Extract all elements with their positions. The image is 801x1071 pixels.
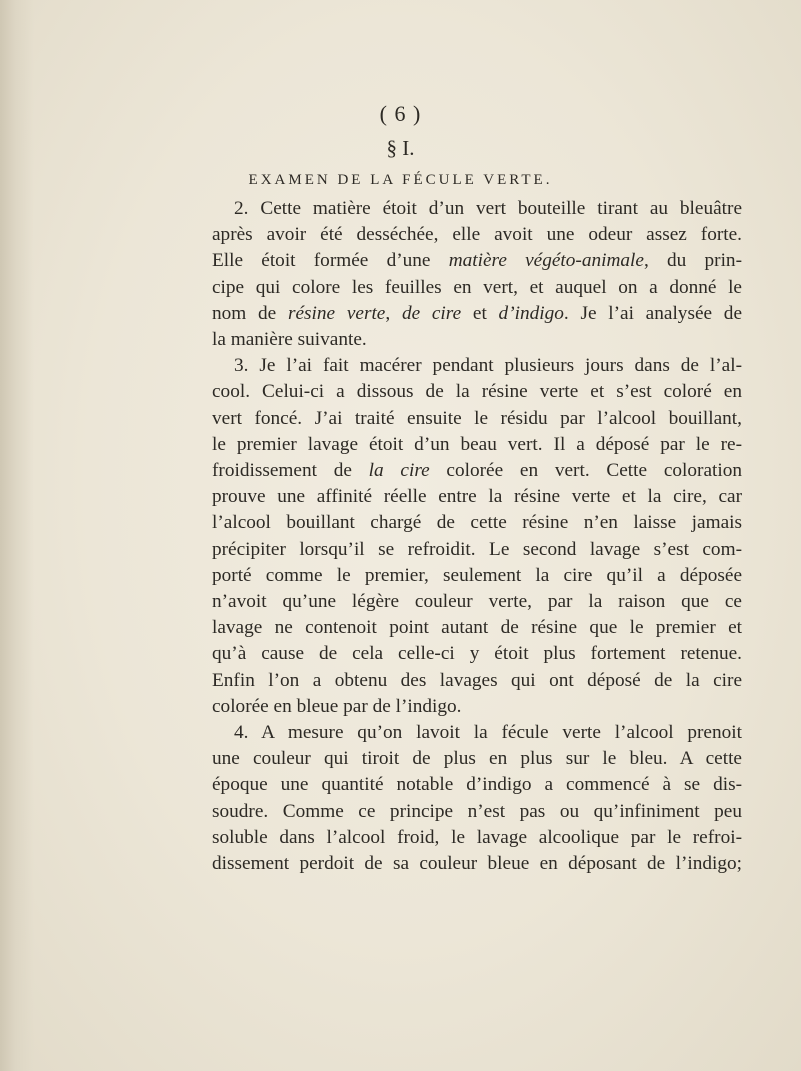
text-line	[212, 799, 742, 825]
section-mark: § I.	[386, 136, 415, 160]
text-segment: l’alcool bouillant chargé de cette résine n’en laisse jamais	[212, 512, 742, 534]
text-segment: époque une quantité notable d’indigo a commencé à se dis-	[212, 774, 742, 796]
text-segment: la manière suivante.	[212, 329, 367, 351]
text-line	[212, 248, 742, 274]
text-segment: colorée en vert. Cette coloration	[429, 460, 742, 482]
text-line	[212, 615, 742, 641]
text-line	[212, 694, 742, 720]
text-line	[212, 851, 742, 877]
text-segment: qu’à cause de cela celle-ci y étoit plus fortement retenue.	[212, 643, 742, 665]
text-segment: dissement perdoit de sa couleur bleue en déposant de l’indigo;	[212, 853, 742, 875]
text-segment: lavage ne contenoit point autant de résine que le premier et	[212, 617, 742, 639]
text-segment: la cire	[368, 460, 430, 482]
text-segment: après avoir été desséchée, elle avoit une odeur assez forte.	[212, 224, 742, 246]
text-segment: 2. Cette matière étoit d’un vert bouteille tirant au bleuâtre	[234, 198, 742, 219]
text-segment: 4. A mesure qu’on lavoit la fécule verte l’alcool prenoit	[234, 722, 742, 744]
text-line	[212, 641, 742, 667]
text-line	[212, 432, 742, 458]
page-number: ( 6 )	[379, 101, 422, 126]
text-line	[212, 222, 742, 248]
text-segment: 3. Je l’ai fait macérer pendant plusieurs jours dans de l’al-	[234, 355, 742, 377]
body-text	[212, 196, 742, 877]
text-segment: Elle étoit formée d’une	[212, 250, 449, 272]
text-segment: cipe qui colore les feuilles en vert, et auquel on a donné le	[212, 276, 742, 298]
text-segment: résine verte	[287, 302, 386, 324]
text-line	[212, 379, 742, 405]
text-line	[212, 406, 742, 432]
text-segment: porté comme le premier, seulement la cire qu’il a déposée	[212, 564, 742, 586]
text-segment: soluble dans l’alcool froid, le lavage alcoolique par le refroi-	[212, 826, 742, 848]
text-segment: nom de	[212, 302, 288, 324]
text-line	[212, 825, 742, 851]
text-segment: . Je l’ai analysée de	[563, 302, 743, 324]
text-line	[212, 720, 742, 746]
text-segment: de cire	[401, 302, 462, 324]
text-line	[212, 563, 742, 589]
text-segment: matière végéto-animale	[448, 250, 644, 272]
text-line	[212, 484, 742, 510]
text-line	[212, 196, 742, 222]
text-line	[212, 772, 742, 798]
section-title: EXAMEN DE LA FÉCULE VERTE.	[248, 172, 553, 188]
text-segment: soudre. Comme ce principe n’est pas ou qu’infiniment peu	[212, 800, 742, 822]
text-segment: Enfin l’on a obtenu des lavages qui ont déposé de la cire	[212, 669, 742, 691]
text-line	[212, 668, 742, 694]
text-segment: n’avoit qu’une légère couleur verte, par la raison que ce	[212, 591, 742, 613]
text-segment: ,	[385, 302, 402, 324]
text-segment: le premier lavage étoit d’un beau vert. Il a déposé par le re-	[212, 433, 742, 455]
text-line	[212, 301, 742, 327]
text-segment: précipiter lorsqu’il se refroidit. Le second lavage s’est com-	[212, 538, 742, 560]
text-segment: vert foncé. J’ai traité ensuite le résidu par l’alcool bouillant,	[212, 407, 742, 429]
text-segment: et	[461, 302, 499, 324]
text-line	[212, 327, 742, 353]
text-line	[212, 353, 742, 379]
text-segment: prouve une affinité réelle entre la résine verte et la cire, car	[212, 486, 742, 508]
text-line	[212, 589, 742, 615]
text-line	[212, 275, 742, 301]
text-segment: colorée en bleue par de l’indigo.	[212, 695, 462, 717]
text-segment: cool. Celui-ci a dissous de la résine verte et s’est coloré en	[212, 381, 742, 403]
text-line	[212, 510, 742, 536]
text-line	[212, 537, 742, 563]
text-line	[212, 458, 742, 484]
text-segment: froidissement de	[212, 460, 369, 482]
text-segment: d’indigo	[498, 302, 564, 324]
text-segment: une couleur qui tiroit de plus en plus sur le bleu. A cette	[212, 748, 742, 770]
text-segment: , du prin-	[643, 250, 742, 272]
text-line	[212, 746, 742, 772]
